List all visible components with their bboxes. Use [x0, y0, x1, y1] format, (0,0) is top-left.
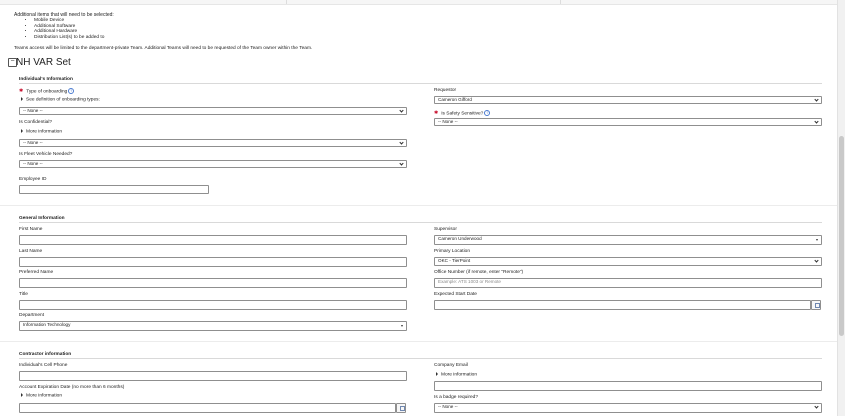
confidential-select[interactable]: -- None -- — [19, 139, 407, 147]
last-name-label: Last Name — [19, 249, 43, 254]
confidential-label: Is Confidential? — [19, 120, 53, 125]
expiration-date-label: Account Expiration Date (no more than 6 months) — [19, 385, 125, 390]
preferred-name-input[interactable] — [19, 278, 407, 288]
intro-heading: Additional items that will need to be selected: — [14, 12, 114, 18]
list-item: • Additional Hardware — [34, 29, 114, 35]
start-date-input[interactable] — [434, 300, 811, 310]
primary-location-select[interactable]: OKC - TierPoint — [434, 257, 822, 266]
safety-sensitive-select[interactable]: -- None -- — [434, 118, 822, 126]
list-item: • Additional Software — [34, 24, 114, 30]
expand-triangle-icon — [21, 97, 23, 101]
individual-section-heading: Individual's Information — [19, 77, 73, 82]
safety-sensitive-label: ✱ Is Safety Sensitive? ? — [434, 110, 490, 116]
employee-id-label: Employee ID — [19, 177, 47, 182]
collapse-section-button[interactable]: − — [8, 58, 17, 67]
company-email-input[interactable] — [434, 381, 822, 391]
badge-required-label: Is a badge required? — [434, 395, 479, 400]
office-number-input[interactable]: Example: ATS 1003 or Remote — [434, 278, 822, 288]
scrollbar-thumb[interactable] — [839, 136, 844, 336]
requestor-select[interactable]: Cameron Gifford — [434, 96, 822, 104]
tab-strip — [0, 0, 838, 5]
preferred-name-label: Preferred Name — [19, 270, 54, 275]
requestor-label: Requestor — [434, 88, 457, 93]
last-name-input[interactable] — [19, 257, 407, 267]
email-more-info-toggle[interactable]: More information — [436, 372, 477, 377]
general-section-heading: General Information — [19, 216, 65, 221]
intro-list — [14, 18, 114, 40]
contractor-section-heading: Contractor information — [19, 352, 72, 357]
company-email-label: Company Email — [434, 363, 468, 368]
expiration-more-info-toggle[interactable]: More information — [21, 393, 62, 398]
section-divider — [0, 205, 838, 206]
primary-location-label: Primary Location — [434, 249, 470, 254]
teams-note: Teams access will be limited to the department-private Team. Additional Teams will need to be requested of the Team owner within the Team. — [14, 46, 313, 51]
section-rule — [19, 358, 822, 359]
employee-id-input[interactable] — [19, 185, 209, 194]
supervisor-select[interactable]: Cameron Underwood — [434, 235, 822, 245]
first-name-input[interactable] — [19, 235, 407, 245]
department-select[interactable]: Information Technology — [19, 321, 407, 331]
list-item: • Mobile Device — [34, 18, 114, 24]
expand-triangle-icon — [436, 372, 438, 376]
supervisor-label: Supervisor — [434, 227, 457, 232]
cell-phone-label: Individual's Cell Phone — [19, 363, 68, 368]
start-date-label: Expected Start Date — [434, 292, 477, 297]
department-label: Department — [19, 313, 45, 318]
list-item: • Distribution List(s) to be added to — [34, 35, 114, 41]
required-icon: ✱ — [19, 88, 24, 95]
expand-triangle-icon — [21, 393, 23, 397]
fleet-vehicle-select[interactable]: -- None -- — [19, 160, 407, 168]
section-divider — [0, 341, 838, 342]
page-title: NH VAR Set — [16, 57, 71, 68]
fleet-vehicle-label: Is Fleet Vehicle Needed? — [19, 152, 73, 157]
intro-block — [14, 12, 114, 40]
type-of-onboarding-label: ✱ Type of onboarding ? — [19, 88, 74, 94]
title-label: Title — [19, 292, 28, 297]
scrollbar[interactable] — [837, 0, 845, 416]
expand-triangle-icon — [21, 129, 23, 133]
help-icon[interactable]: ? — [484, 110, 490, 116]
first-name-label: First Name — [19, 227, 43, 232]
title-input[interactable] — [19, 300, 407, 310]
badge-required-select[interactable]: -- None -- — [434, 403, 822, 413]
expiration-date-input[interactable] — [19, 403, 396, 413]
see-definition-toggle[interactable]: See definition of onboarding types: — [21, 97, 100, 102]
calendar-icon[interactable] — [396, 403, 406, 413]
section-rule — [19, 222, 822, 223]
cell-phone-input[interactable] — [19, 371, 407, 381]
required-icon: ✱ — [434, 110, 439, 117]
calendar-icon[interactable] — [811, 300, 821, 310]
confidential-more-info-toggle[interactable]: More information — [21, 129, 62, 134]
type-of-onboarding-select[interactable]: -- None -- — [19, 107, 407, 115]
section-rule — [19, 83, 822, 84]
help-icon[interactable]: ? — [68, 88, 74, 94]
office-number-label: Office Number (if remote, enter "Remote") — [434, 270, 524, 275]
